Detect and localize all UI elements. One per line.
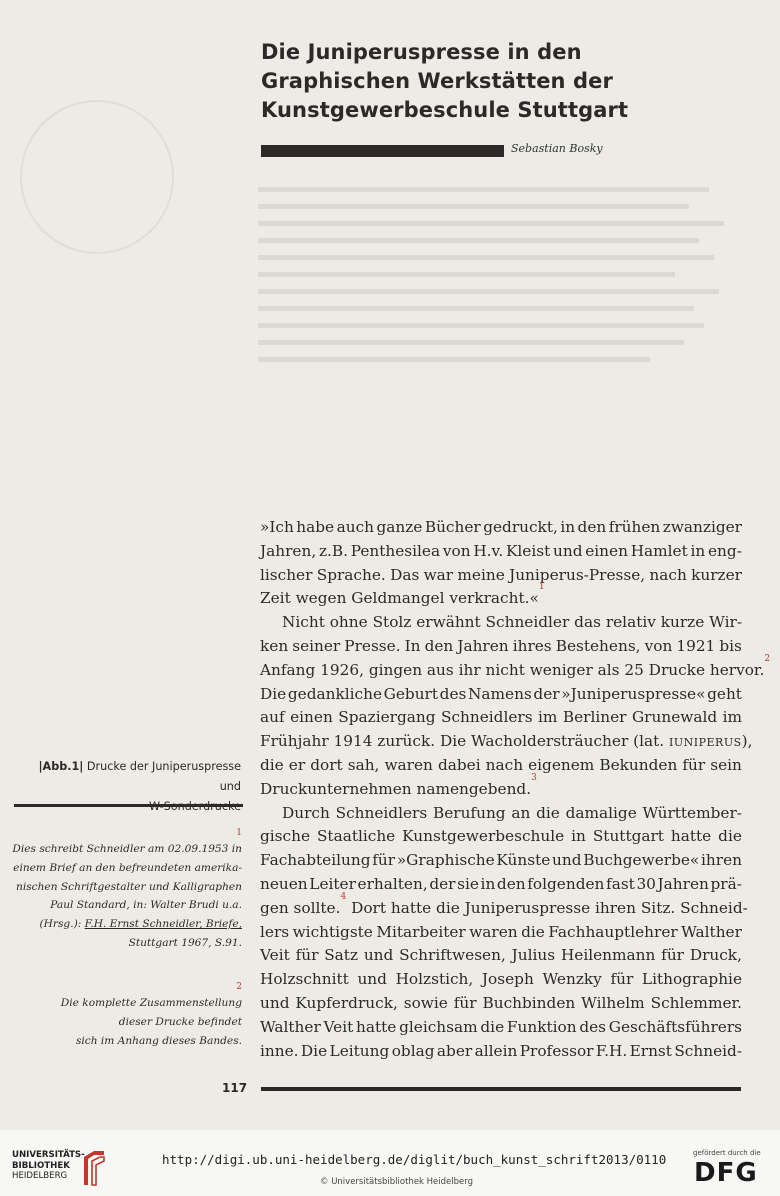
text-line: »Ich habe auch ganze Bücher gedruckt, in den frühen zwanziger <box>260 518 742 536</box>
funding-note: gefördert durch die <box>693 1149 761 1157</box>
faint-stamp <box>20 100 174 254</box>
main-text <box>260 516 771 1063</box>
text-line: auf einen Spaziergang Schneidlers im Berliner Grunewald im <box>260 708 742 727</box>
reference-title: F.H. Ernst Schneidler, Briefe, <box>84 918 242 931</box>
author-rule <box>261 145 504 157</box>
caption-line-2 <box>15 797 241 817</box>
text-line: inne. Die Leitung oblag aber allein Professor F.H. Ernst Schneid- <box>260 1041 742 1060</box>
text-line: Anfang 1926, gingen aus ihr nicht weniger als 25 Drucke hervor. 2 <box>260 659 742 683</box>
text-line: lischer Sprache. Das war meine Juniperus-Presse, nach kurzer <box>260 565 742 584</box>
text-line: Holzschnitt und Holzstich, Joseph Wenzky für Lithographie <box>260 970 742 989</box>
text-line: Fachabteilung für »Graphische Künste und Buchgewerbe« ihren <box>260 851 742 870</box>
chapter-title <box>261 38 681 125</box>
text-line: gische Staatliche Kunstgewerbeschule in Stuttgart hatte die <box>260 827 742 846</box>
title-line-3: Kunstgewerbeschule Stuttgart <box>261 98 629 122</box>
text-line: Veit für Satz und Schriftwesen, Julius Heilenmann für Druck, <box>260 946 742 965</box>
text-line: Frühjahr 1914 zurück. Die Wacholdersträucher (lat. iuniperus), <box>260 732 753 751</box>
footnote-number: 2 <box>236 982 242 992</box>
text-line: Nicht ohne Stolz erwähnt Schneidler das relativ kurze Wir- <box>282 613 742 632</box>
footnote-ref[interactable]: 3 <box>531 772 537 783</box>
library-logo-icon <box>80 1147 106 1187</box>
footnote-1: 1 Dies schreibt Schneidler am 02.09.1953 in einem Brief an den befreundeten amerika- nischen Schriftgestalter und Kalligraphen Paul Standard, in: Walter Brudi u.a. (Hrsg.): F.H. Ernst Schneidler, Briefe, Stuttgart 1967, S.91. <box>10 826 242 953</box>
text-line: und Kupferdruck, sowie für Buchbinden Wilhelm Schlemmer. <box>260 993 742 1012</box>
show-through-text <box>258 175 748 495</box>
footnote-ref[interactable]: 4 <box>340 891 347 902</box>
figure-label: |Abb.1| <box>38 760 84 773</box>
author-name: Sebastian Bosky <box>511 142 603 155</box>
text-line: ken seiner Presse. In den Jahren ihres Bestehens, von 1921 bis <box>260 636 742 655</box>
footnote-2: 2 Die komplette Zusammenstellung dieser Drucke befindet sich im Anhang dieses Bandes. <box>10 980 242 1050</box>
permalink-url[interactable]: http://digi.ub.uni-heidelberg.de/diglit/buch_kunst_schrift2013/0110 <box>162 1152 667 1167</box>
title-line-1: Die Juniperuspresse in den <box>261 40 582 64</box>
footnote-number: 1 <box>236 828 242 838</box>
copyright-notice: © Universitätsbibliothek Heidelberg <box>320 1177 474 1187</box>
text-line: Druckunternehmen namengebend. 3 <box>260 778 742 802</box>
text-line: Jahren, z.B. Penthesilea von H.v. Kleist und einen Hamlet in eng- <box>260 541 742 560</box>
text-line: Zeit wegen Geldmangel verkracht.« 1 <box>260 587 742 611</box>
figure-caption: |Abb.1| Drucke der Juniperuspresse und <box>15 757 241 817</box>
text-line: Walther Veit hatte gleichsam die Funktion des Geschäftsführers <box>260 1017 742 1036</box>
text-line: die er dort sah, waren dabei nach eigenem Bekunden für sein <box>260 755 742 774</box>
footnote-ref[interactable]: 2 <box>764 653 771 664</box>
title-line-2: Graphischen Werkstätten der <box>261 69 613 93</box>
footnote-ref[interactable]: 1 <box>538 582 545 593</box>
footer-rule <box>261 1087 741 1091</box>
dfg-logo[interactable]: DFG <box>694 1158 758 1188</box>
library-logo[interactable]: UNIVERSITÄTS- BIBLIOTHEK HEIDELBERG <box>12 1150 85 1181</box>
text-line: gen sollte. 4 Dort hatte die Juniperuspresse ihren Sitz. Schneid- <box>260 897 742 921</box>
page-number: 117 <box>222 1081 248 1095</box>
caption-rule <box>14 804 243 807</box>
text-line: lers wichtigste Mitarbeiter waren die Fachhauptlehrer Walther <box>260 922 742 941</box>
text-line: Die gedankliche Geburt des Namens der »Juniperuspresse« geht <box>260 684 742 703</box>
text-line: neuen Leiter erhalten, der sie in den folgenden fast 30 Jahren prä- <box>260 874 742 893</box>
text-line: Durch Schneidlers Berufung an die damalige Württember- <box>282 803 742 822</box>
